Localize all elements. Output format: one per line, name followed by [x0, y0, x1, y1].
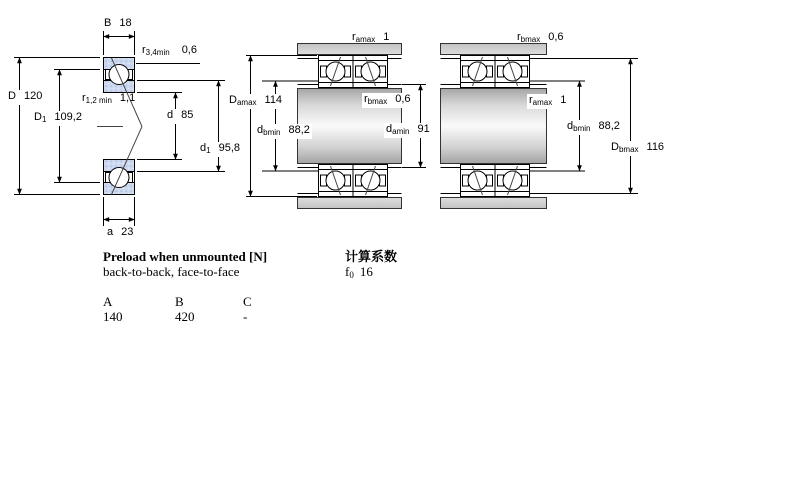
preload-col-B: B — [175, 294, 184, 309]
preload-title: Preload when unmounted [N] — [103, 249, 268, 264]
preload-col-C: C — [243, 294, 252, 309]
preload-val-A: 140 — [103, 309, 123, 324]
dim-label-d: d 85 — [165, 109, 195, 124]
left-figure-cross-section — [14, 31, 225, 226]
dim-label-ramax-middle: $r_{amax}$ 1 — [352, 31, 390, 44]
dim-label-r12min: $r_{1,2 min}$ 1,1 — [82, 92, 136, 105]
preload-val-B: 420 — [175, 309, 195, 324]
dim-label-B: B 18 — [104, 17, 132, 29]
dim-label-a: a 23 — [107, 226, 134, 238]
dim-label-rbmax-middle: $r_{bmax}$ 0,6 — [364, 93, 411, 106]
dim-label-damin: $d_{amin}$ 91 — [386, 123, 430, 136]
dim-label-Damax: $D_{amax}$ 114 — [229, 94, 283, 107]
dim-label-ramax-right: $r_{amax}$ 1 — [529, 94, 567, 107]
dim-label-D: D 120 — [6, 90, 44, 105]
preload-val-C: - — [243, 309, 248, 324]
dim-label-d1: $d_1$ 95,8 — [200, 142, 240, 155]
dim-label-dbmin-right: $d_{bmin}$ 88,2 — [567, 120, 620, 133]
calc-factor-f0: $f_0$ 16 — [345, 264, 373, 280]
preload-col-A: A — [103, 294, 113, 309]
dim-label-r34min: $r_{3,4min}$ 0,6 — [142, 44, 197, 57]
dim-label-dbmin-middle: $d_{bmin}$ 88,2 — [257, 124, 310, 137]
dim-label-Dbmax: $D_{bmax}$ 116 — [611, 141, 665, 154]
dim-label-rbmax-right: $r_{bmax}$ 0,6 — [517, 31, 564, 44]
dim-label-D1: $D_1$ 109,2 — [34, 111, 82, 124]
preload-subtitle: back-to-back, face-to-face — [103, 264, 240, 279]
calc-factor-title: 计算系数 — [345, 249, 398, 264]
